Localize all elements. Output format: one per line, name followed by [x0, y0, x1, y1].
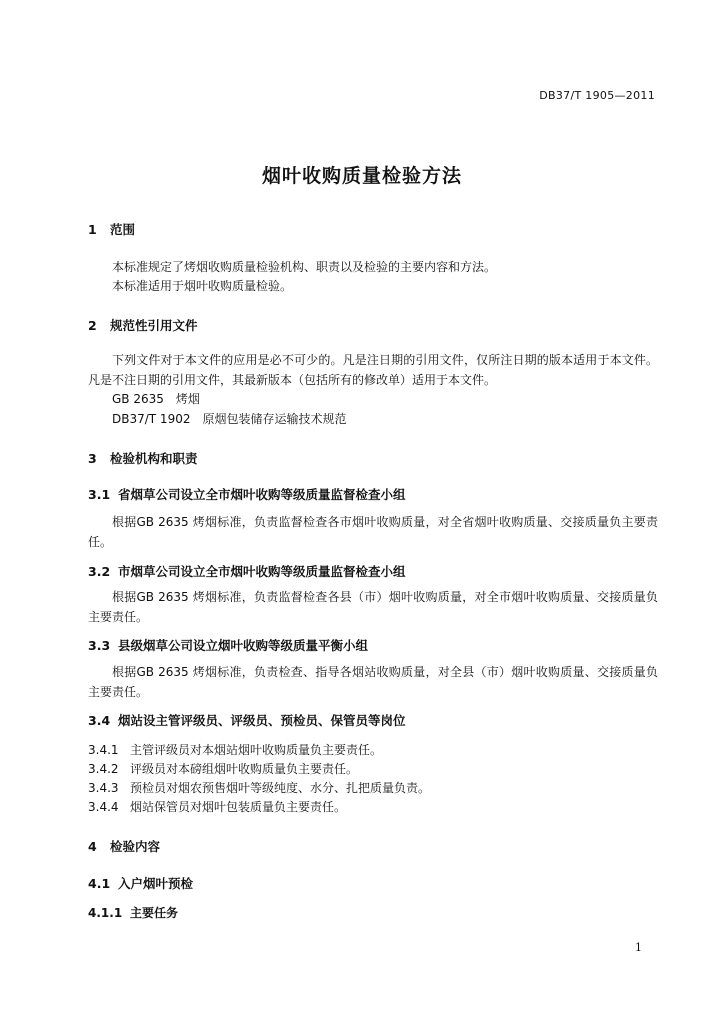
section-number: 4.1 — [88, 876, 111, 891]
normative-references-paragraph: 下列文件对于本文件的应用是必不可少的。凡是注日期的引用文件，仅所注日期的版本适用于本文件。凡是不注日期的引用文件，其最新版本（包括所有的修改单）适用于本文件。 — [88, 353, 658, 387]
section-title: 范围 — [110, 222, 136, 237]
reference-gb2635: GB 2635 烤烟 — [112, 392, 200, 406]
section-title: 入户烟叶预检 — [118, 876, 194, 891]
item-text: 预检员对烟农预售烟叶等级纯度、水分、扎把质量负责。 — [130, 781, 431, 795]
section-number: 2 — [88, 318, 97, 333]
section-title: 市烟草公司设立全市烟叶收购等级质量监督检查小组 — [118, 564, 406, 579]
section-title: 县级烟草公司设立烟叶收购等级质量平衡小组 — [118, 638, 369, 653]
section-title: 烟站设主管评级员、评级员、预检员、保管员等岗位 — [118, 713, 406, 728]
scope-line-1: 本标准规定了烤烟收购质量检验机构、职责以及检验的主要内容和方法。 — [112, 260, 497, 274]
section-title: 省烟草公司设立全市烟叶收购等级质量监督检查小组 — [118, 487, 406, 502]
page-number: 1 — [635, 941, 642, 954]
scope-line-2: 本标准适用于烟叶收购质量检验。 — [112, 279, 293, 293]
item-number: 3.4.2 — [88, 762, 119, 776]
list-item — [88, 760, 358, 777]
list-item — [88, 798, 346, 815]
item-number: 3.4.4 — [88, 800, 119, 814]
section-number: 3.2 — [88, 564, 111, 579]
section-number: 3.3 — [88, 638, 111, 653]
section-title: 规范性引用文件 — [110, 318, 198, 333]
section-title: 主要任务 — [130, 906, 179, 920]
item-text: 评级员对本磅组烟叶收购质量负主要责任。 — [130, 762, 359, 776]
document-title: 烟叶收购质量检验方法 — [261, 165, 462, 187]
section-3-1-paragraph: 根据GB 2635 烤烟标准，负责监督检查各市烟叶收购质量，对全省烟叶收购质量、交接质量负主要责任。 — [88, 515, 658, 549]
section-number: 3.4 — [88, 713, 111, 728]
section-number: 1 — [88, 222, 97, 237]
item-number: 3.4.1 — [88, 743, 119, 757]
document-number: DB37/T 1905—2011 — [539, 89, 655, 102]
section-3-1-heading — [88, 485, 406, 503]
list-item — [88, 779, 430, 796]
section-2-heading — [88, 316, 198, 334]
section-4-1-1-heading — [88, 904, 178, 921]
item-text: 主管评级员对本烟站烟叶收购质量负主要责任。 — [130, 743, 383, 757]
list-item — [88, 741, 382, 758]
section-number: 3.1 — [88, 487, 111, 502]
section-4-heading — [88, 837, 160, 855]
section-4-1-heading — [88, 874, 193, 892]
section-number: 3 — [88, 451, 97, 466]
section-1-heading — [88, 220, 135, 238]
section-3-heading — [88, 449, 198, 467]
section-3-3-heading — [88, 636, 368, 654]
item-text: 烟站保管员对烟叶包装质量负主要责任。 — [130, 800, 347, 814]
section-title: 检验机构和职责 — [110, 451, 198, 466]
section-title: 检验内容 — [110, 839, 161, 854]
section-number: 4 — [88, 839, 97, 854]
item-number: 3.4.3 — [88, 781, 119, 795]
section-3-3-paragraph: 根据GB 2635 烤烟标准，负责检查、指导各烟站收购质量，对全县（市）烟叶收购质量、交接质量负主要责任。 — [88, 665, 658, 699]
section-number: 4.1.1 — [88, 906, 123, 920]
section-3-4-heading — [88, 711, 406, 729]
section-3-2-paragraph: 根据GB 2635 烤烟标准，负责监督检查各县（市）烟叶收购质量，对全市烟叶收购质量、交接质量负主要责任。 — [88, 590, 658, 624]
section-3-2-heading — [88, 562, 406, 580]
reference-db37-1902: DB37/T 1902 原烟包装储存运输技术规范 — [112, 412, 347, 426]
